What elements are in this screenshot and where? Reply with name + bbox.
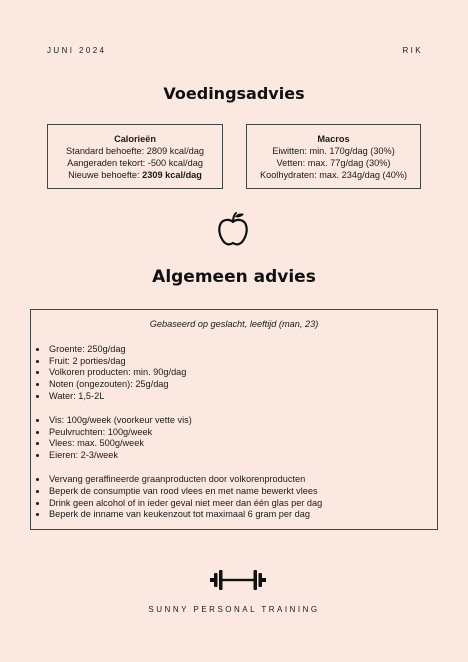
list-item: • Vervang geraffineerde graanproducten door volkorenproducten bbox=[48, 474, 437, 486]
list-item: • Drink geen alcohol of in ieder geval niet meer dan één glas per dag bbox=[48, 498, 437, 510]
advice-title: Algemeen advies bbox=[152, 267, 316, 287]
header-date: JUNI 2024 bbox=[47, 46, 107, 55]
header-name: RIK bbox=[402, 46, 423, 55]
advice-basis: Gebaseerd op geslacht, leeftijd (man, 23) bbox=[149, 319, 319, 329]
calories-standard: Standard behoefte: 2809 kcal/dag bbox=[66, 146, 204, 156]
list-item: • Beperk de consumptie van rood vlees en met name bewerkt vlees bbox=[48, 486, 437, 498]
list-item: • Noten (ongezouten): 25g/dag bbox=[48, 379, 437, 391]
macros-box bbox=[246, 124, 421, 189]
apple-icon bbox=[216, 211, 250, 247]
list-item: • Water: 1,5-2L bbox=[48, 391, 437, 403]
advice-list-weekly bbox=[31, 415, 437, 462]
calories-new-label: Nieuwe behoefte: bbox=[68, 170, 143, 180]
calories-heading: Calorieën bbox=[114, 134, 156, 144]
list-item: • Groente: 250g/dag bbox=[48, 344, 437, 356]
calories-box bbox=[47, 124, 223, 189]
list-item: • Vis: 100g/week (voorkeur vette vis) bbox=[48, 415, 437, 427]
calories-deficit: Aangeraden tekort: -500 kcal/dag bbox=[67, 158, 203, 168]
list-item: • Peulvruchten: 100g/week bbox=[48, 427, 437, 439]
footer-brand: SUNNY PERSONAL TRAINING bbox=[148, 605, 320, 614]
calories-new bbox=[48, 169, 222, 181]
advice-list-daily bbox=[31, 344, 437, 403]
macros-heading: Macros bbox=[317, 134, 350, 144]
list-item: • Vlees: max. 500g/week bbox=[48, 438, 437, 450]
calories-new-value: 2309 kcal/dag bbox=[142, 170, 202, 180]
list-item: • Eieren: 2-3/week bbox=[48, 450, 437, 462]
macros-protein: Eiwitten: min. 170g/dag (30%) bbox=[272, 146, 395, 156]
page-title: Voedingsadvies bbox=[163, 84, 305, 103]
macros-fat: Vetten: max. 77g/dag (30%) bbox=[276, 158, 391, 168]
list-item: • Beperk de inname van keukenzout tot maximaal 6 gram per dag bbox=[48, 509, 437, 521]
advice-box bbox=[30, 309, 438, 530]
dumbbell-icon bbox=[210, 569, 266, 591]
list-item: • Volkoren producten: min. 90g/dag bbox=[48, 367, 437, 379]
advice-list-general bbox=[31, 474, 437, 521]
list-item: • Fruit: 2 porties/dag bbox=[48, 356, 437, 368]
macros-carbs: Koolhydraten: max. 234g/dag (40%) bbox=[259, 170, 408, 180]
